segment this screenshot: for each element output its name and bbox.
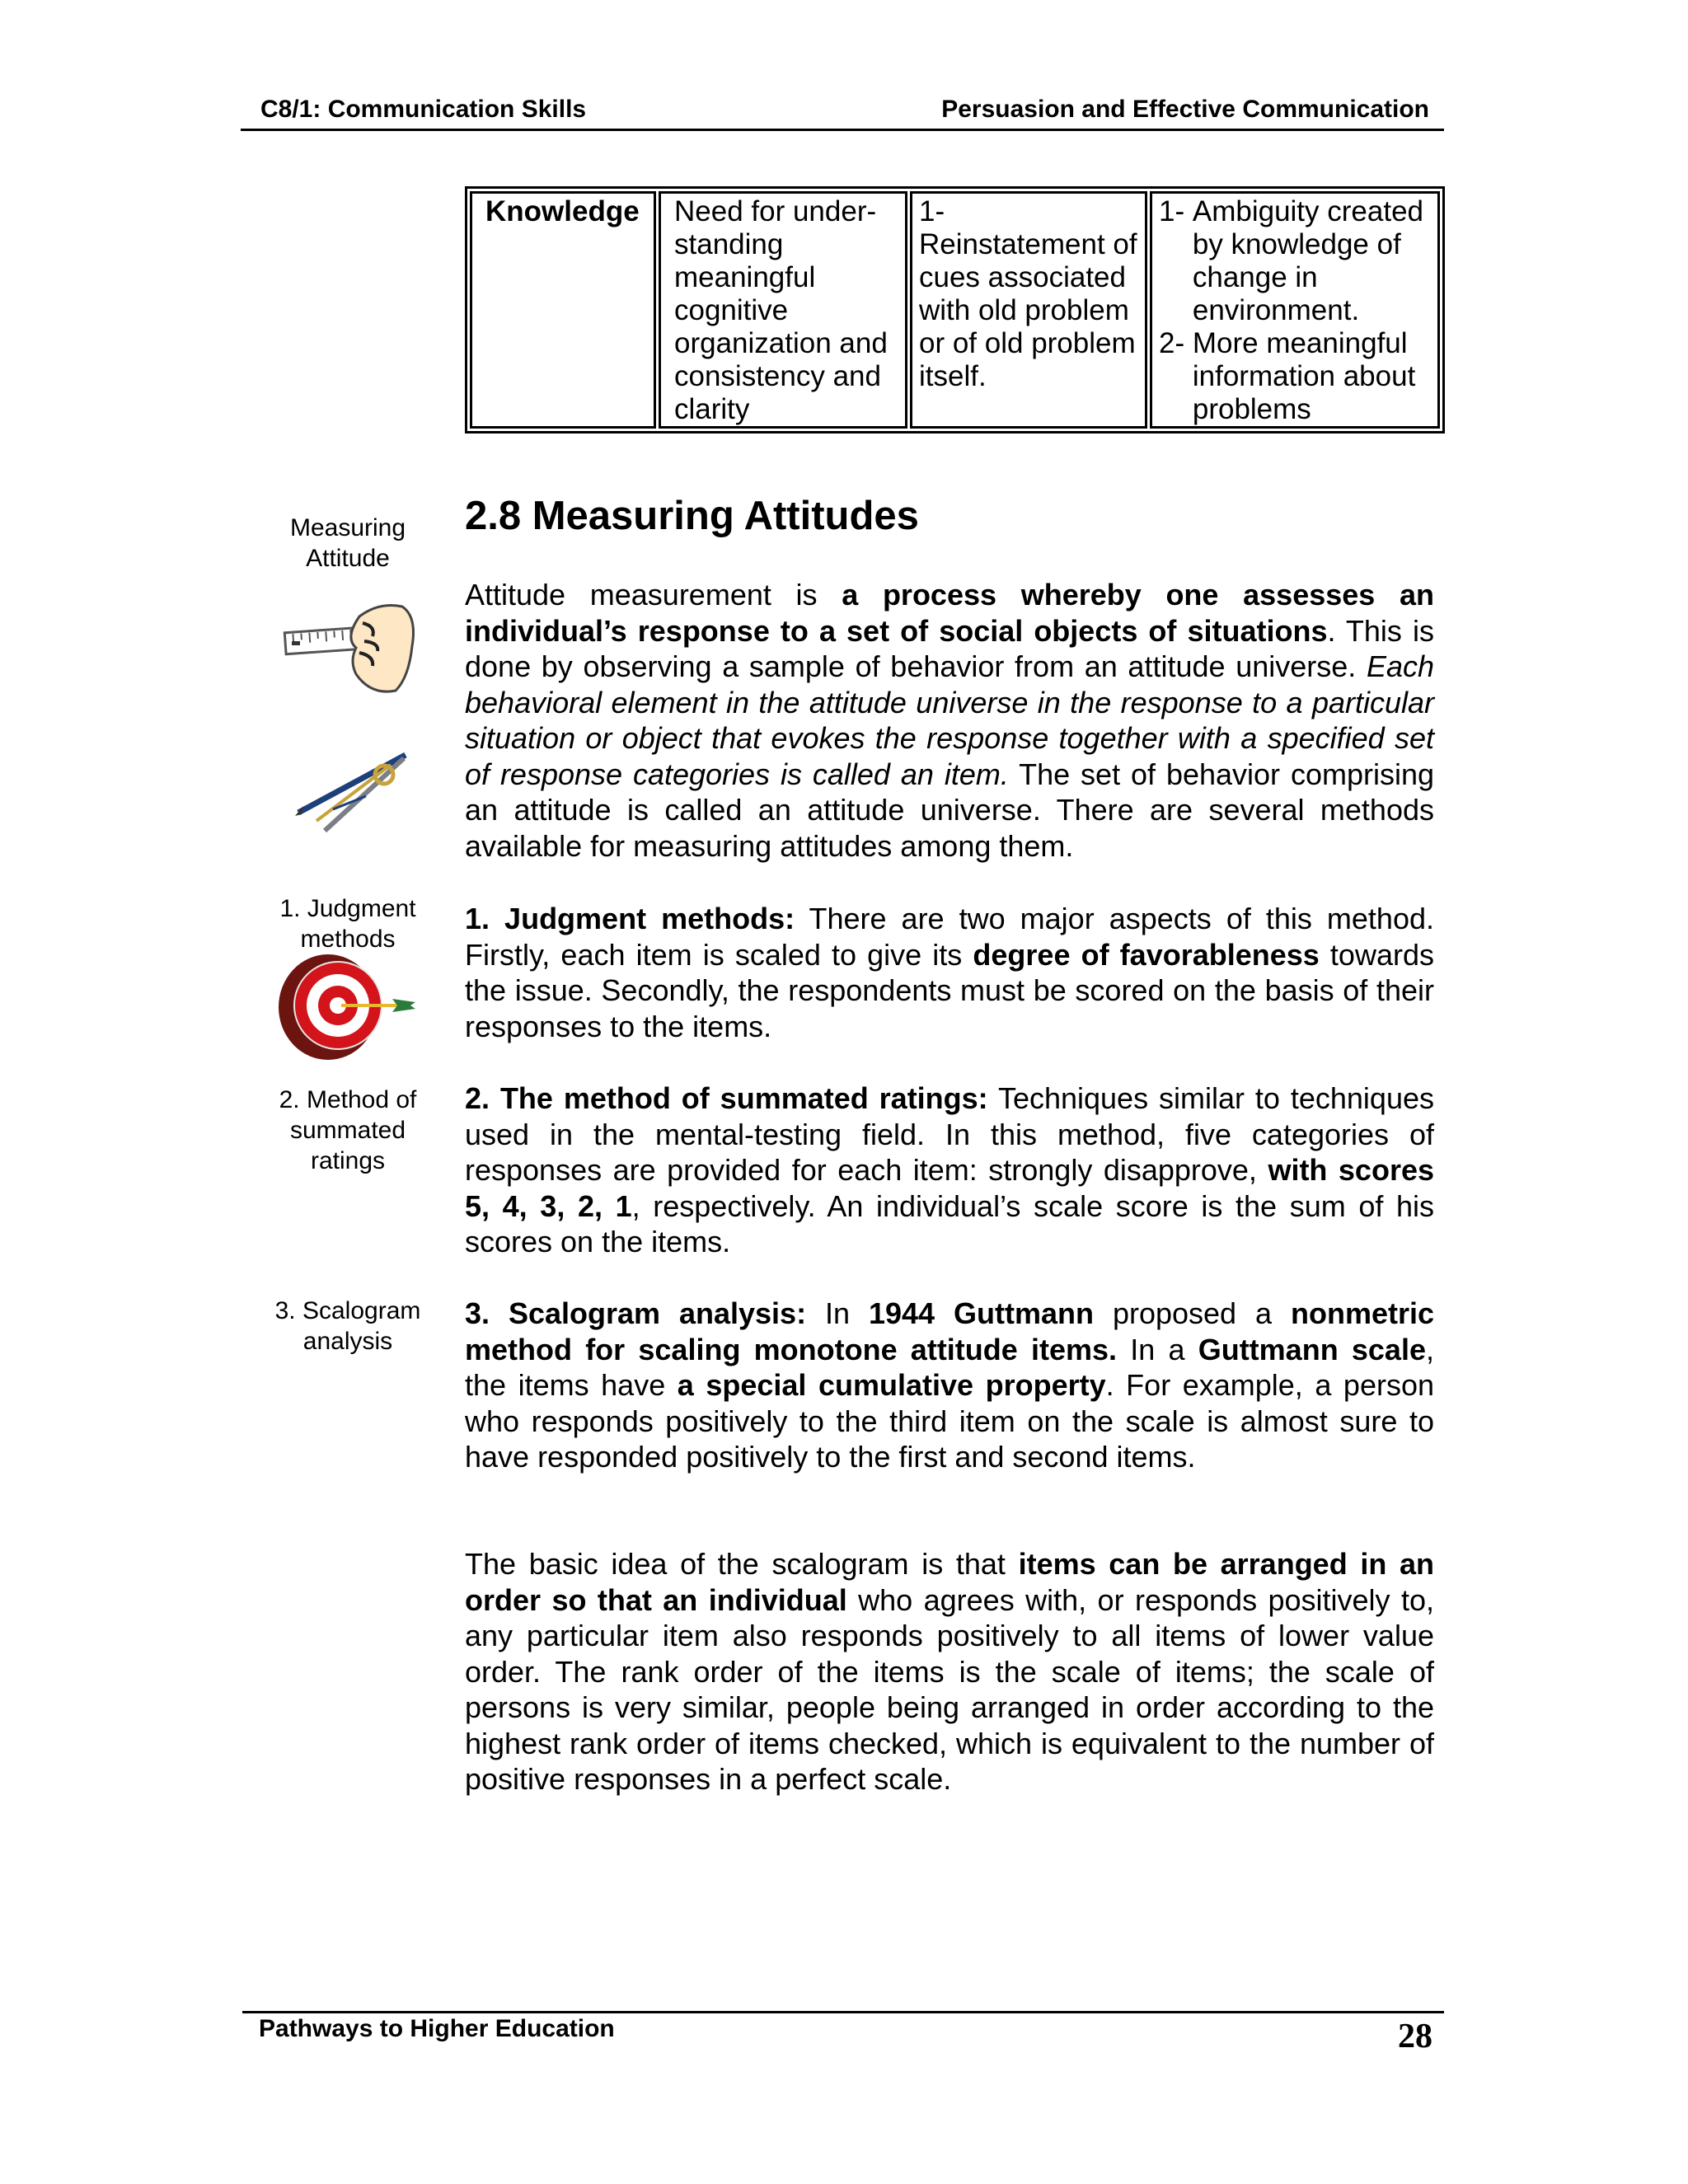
knowledge-table [465,186,1445,434]
page-number: 28 [1398,2018,1432,2055]
text-run: who agrees with, or responds positively to, any particular item also responds positively to all items of lower value order. The rank order of the items is the scale of items; the scale of persons is very similar, people being arranged in order according to the highest rank order of items checked, which is equivalent to the number of positive responses in a perfect scale. [465,1582,1434,1796]
margin-note-measuring: Measuring Attitude [289,514,406,572]
list-item [1159,327,1431,426]
list-item-number: 2- [1159,327,1193,359]
text-run-bold: 1944 Guttmann [868,1296,1094,1330]
table-cell-reinstatement: 1- Reinstatement of cues associated with old problem or of old problem itself. [910,191,1147,429]
text-run-bold: 1. Judgment methods: [465,902,795,935]
text-run: In [806,1296,869,1330]
text-run: , respectively. An individual’s scale score is the sum of his scores on the items. [465,1188,1434,1258]
margin-note-summated: 2. Method of summated ratings [279,1086,417,1174]
table-row [470,191,1440,429]
text-run: Techniques similar to techniques used in the mental-testing field. In this method, five categories of responses are provided for each item: strongly disapprove, [465,1081,1434,1187]
text-run-bold: items can be arranged in an order so that an individual [465,1547,1435,1617]
target-arrow-icon [275,951,424,1062]
text-run-bold: Guttmann scale [1198,1332,1426,1366]
section-title: 2.8 Measuring Attitudes [465,494,919,538]
text-run: There are two major aspects of this method. Firstly, each item is scaled to give its [465,902,1434,972]
text-run-bold: 2. The method of summated ratings: [465,1081,988,1115]
paragraph-summated [465,1080,1434,1260]
text-run-italic: Each behavioral element in the attitude universe in the response to a particular situation or object that evokes the response together with a specified set of response categories is called an item. [465,649,1434,791]
text-run-bold: with scores 5, 4, 3, 2, 1 [465,1153,1434,1223]
list-item-text: More meaningful information about problems [1192,327,1416,425]
table-cell-need: Need for under-standing meaningful cognitive organization and consistency and clarity [659,191,907,429]
text-run: The set of behavior comprising an attitude is called an attitude universe. There are several methods available for measuring attitudes among them. [465,757,1435,863]
text-run-bold: 3. Scalogram analysis: [465,1296,807,1330]
table-cell-outcomes [1150,191,1440,429]
text-run: towards the issue. Secondly, the respondents must be scored on the basis of their responses to the items. [465,937,1434,1043]
text-run: The basic idea of the scalogram is that [465,1547,1019,1581]
text-run-bold: a process whereby one assesses an individual’s response to a set of social objects of situations [465,578,1434,648]
text-run: . This is done by observing a sample of behavior from an attitude universe. [465,613,1434,683]
hand-ruler-icon [280,598,420,697]
paragraph-intro [465,577,1434,864]
footer-publication: Pathways to Higher Education [259,2015,615,2042]
header-course-title: C8/1: Communication Skills [260,96,587,123]
list-item-number: 1- [1159,195,1193,227]
margin-note-judgment: 1. Judgment methods [279,895,416,953]
page-header [241,96,1444,131]
text-run-bold: nonmetric method for scaling monotone attitude items. [465,1296,1434,1366]
compass-icon [284,748,415,839]
text-run-bold: degree of favorableness [973,937,1320,972]
text-run: Attitude measurement is [465,578,842,612]
list-item [1159,195,1431,327]
header-chapter-title: Persuasion and Effective Communication [941,96,1429,123]
page-footer [242,2011,1444,2055]
text-run: In a [1117,1332,1198,1366]
text-run-bold: a special cumulative property [677,1368,1106,1402]
margin-note-scalogram: 3. Scalogram analysis [274,1297,421,1355]
paragraph-scalogram-idea [465,1546,1434,1797]
paragraph-scalogram [465,1296,1434,1475]
text-run: proposed a [1094,1296,1291,1330]
list-item-text: Ambiguity created by knowledge of change in environment. [1192,195,1423,326]
text-run: , the items have [465,1332,1434,1402]
text-run: . For example, a person who responds positively to the third item on the scale is almost sure to have responded positively to the first and second items. [465,1368,1434,1474]
paragraph-judgment [465,901,1434,1044]
table-cell-label: Knowledge [470,191,656,429]
